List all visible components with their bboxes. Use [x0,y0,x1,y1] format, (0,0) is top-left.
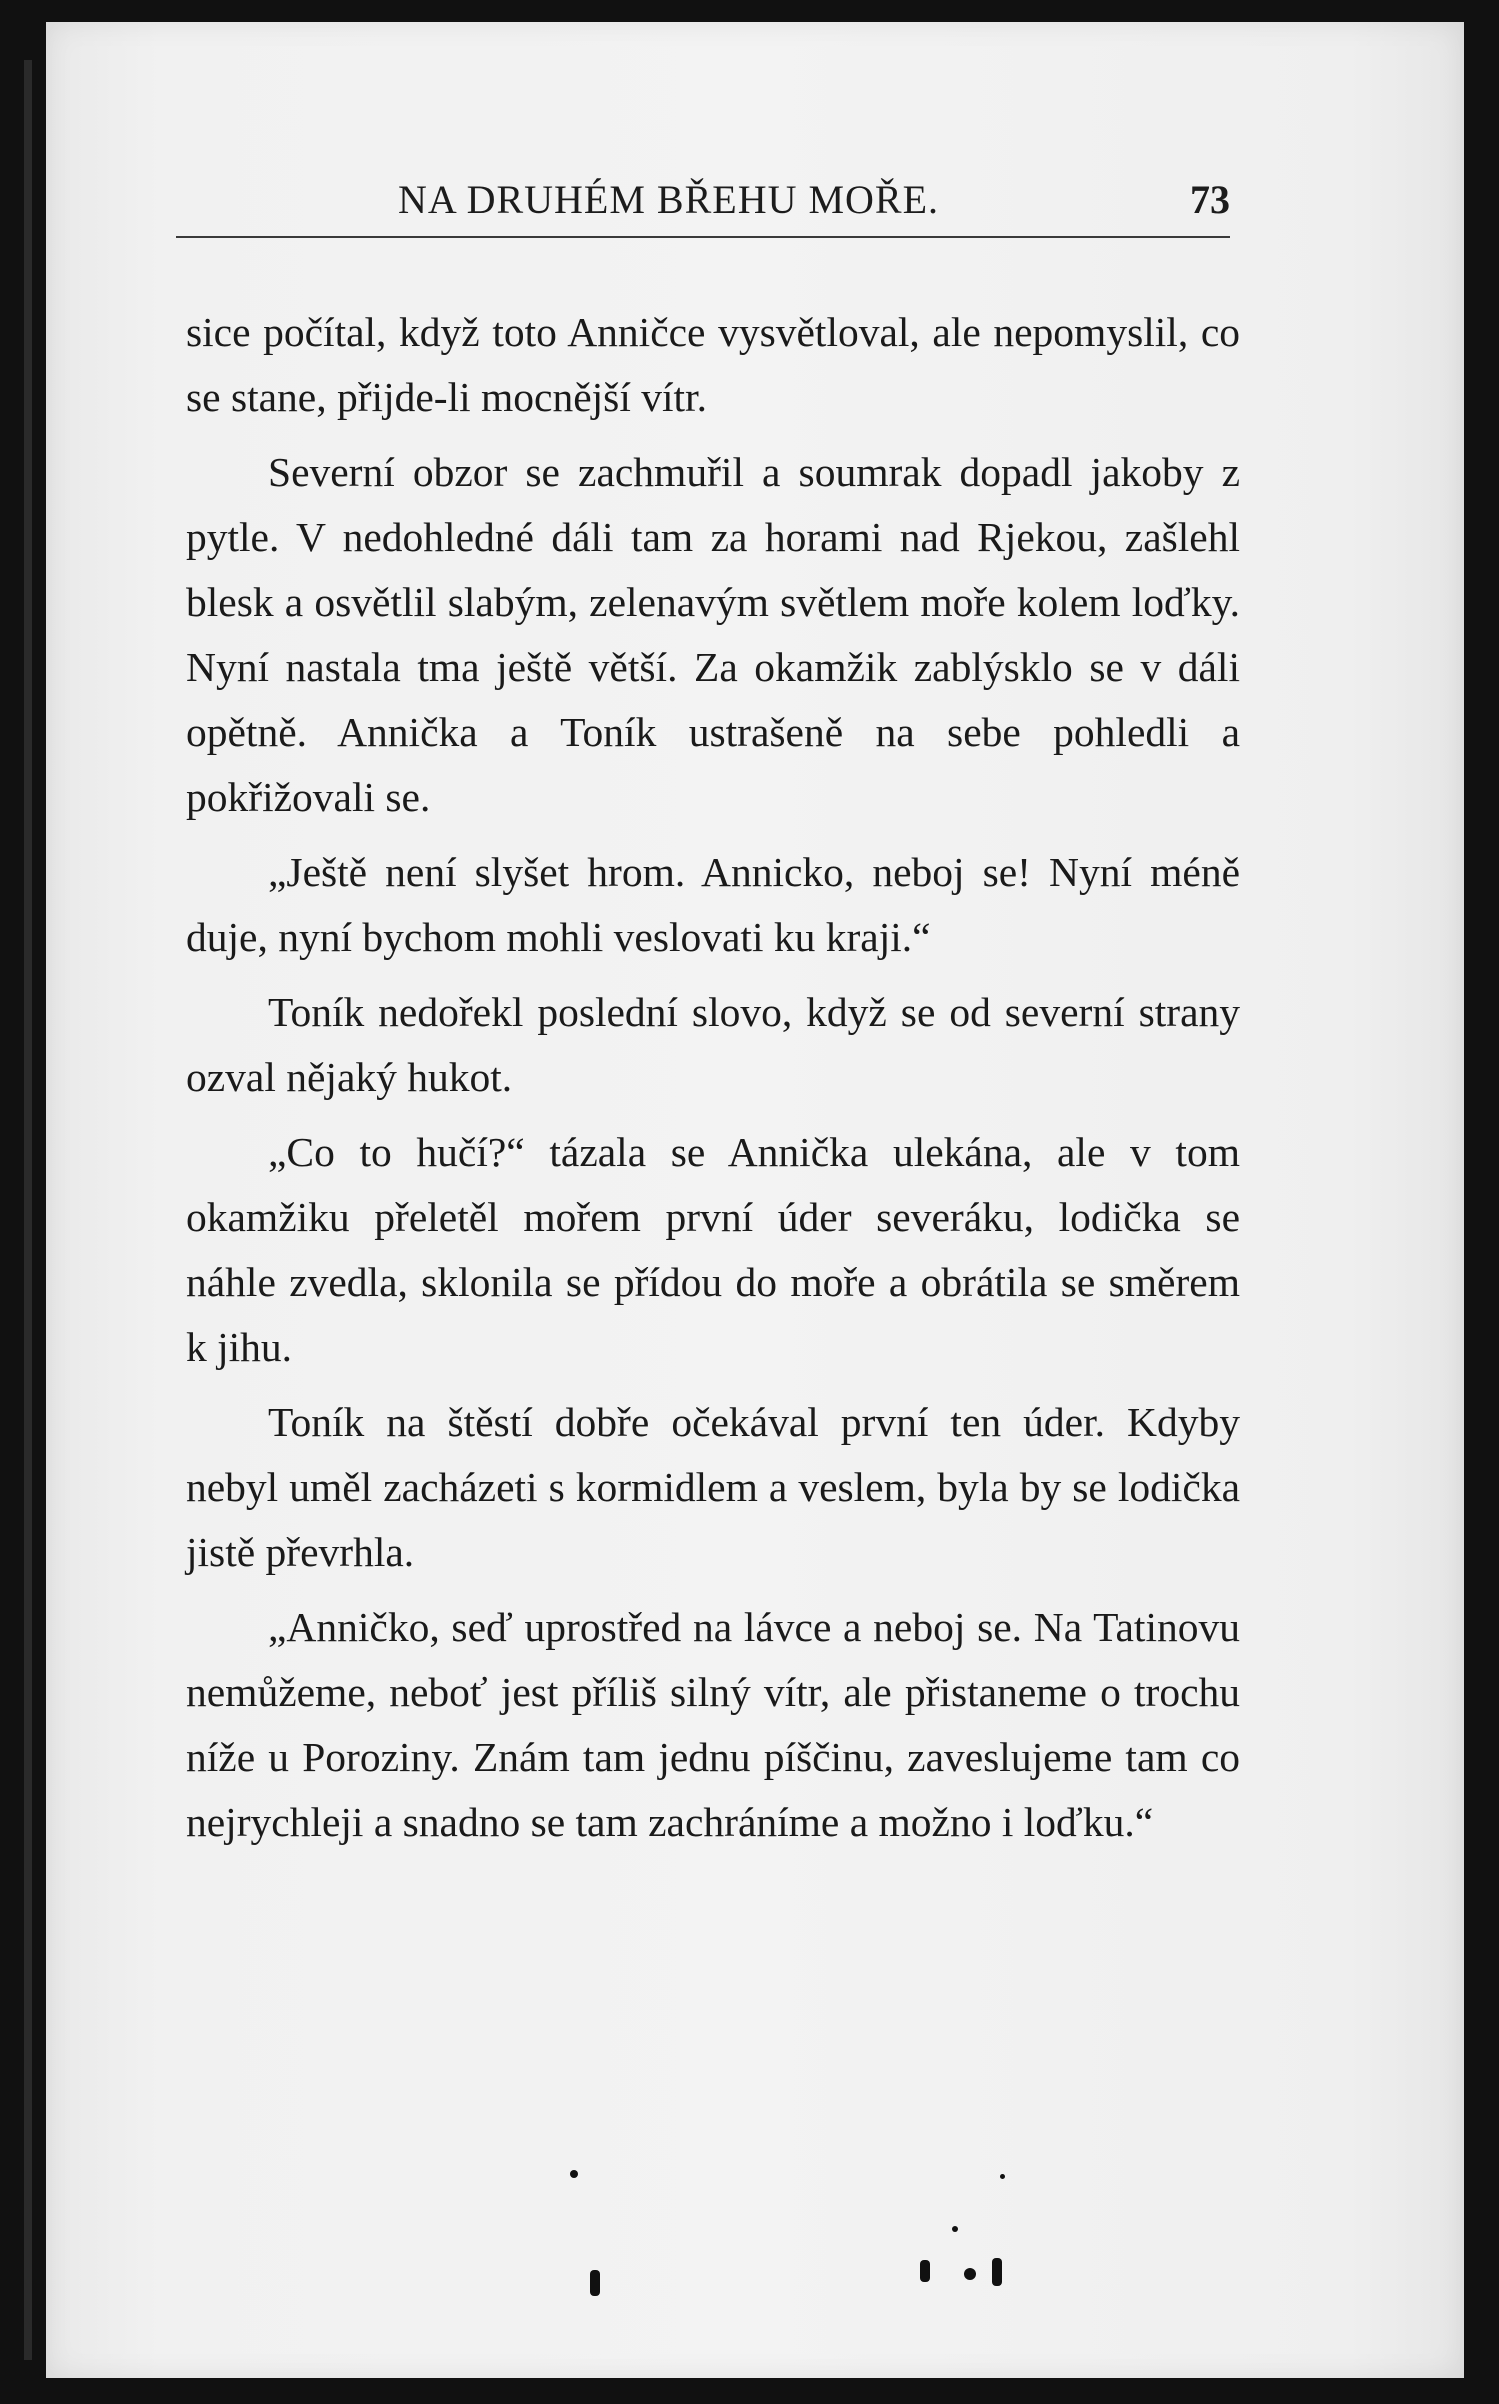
header-rule [176,236,1230,238]
ink-speck [992,2258,1002,2286]
paragraph: sice počítal, když toto Anničce vysvětloval, ale nepomyslil, co se stane, přijde-li mocnější vítr. [186,309,1240,420]
paragraph: Severní obzor se zachmuřil a soumrak dopadl jakoby z pytle. V nedohledné dáli tam za horami nad Rjekou, zašlehl blesk a osvětlil slabým, zelenavým světlem moře kolem loďky. Nyní nastala tma ještě větší. Za okamžik zablýsklo se v dáli opětně. Annička a Toník ustrašeně na sebe pohledli a pokřižovali se. [186,449,1240,820]
ink-speck [952,2226,958,2232]
body-text [186,300,1240,1855]
ink-speck [570,2170,578,2178]
paragraph: „Co to hučí?“ tázala se Annička ulekána, ale v tom okamžiku přeletěl mořem první úder severáku, lodička se náhle zvedla, sklonila se přídou do moře a obrátila se směrem k jihu. [186,1129,1240,1370]
ink-speck [1000,2174,1005,2179]
page-number: 73 [1190,177,1230,222]
page-edge [24,60,32,2360]
ink-speck [920,2260,930,2282]
paragraph: Toník nedořekl poslední slovo, když se od severní strany ozval nějaký hukot. [186,989,1240,1100]
ink-specks [560,2150,1120,2350]
ink-speck [964,2268,976,2280]
ink-speck [590,2270,600,2296]
paragraph: „Anničko, seď uprostřed na lávce a neboj se. Na Tatinovu nemůžeme, neboť jest příliš silný vítr, ale přistaneme o trochu níže u Poroziny. Znám tam jednu píščinu, zaveslujeme tam co nejrychleji a snadno se tam zachráníme a možno i loďku.“ [186,1604,1240,1845]
paragraph: Toník na štěstí dobře očekával první ten úder. Kdyby nebyl uměl zacházeti s kormidlem a veslem, byla by se lodička jistě převrhla. [186,1399,1240,1575]
paragraph: „Ještě není slyšet hrom. Annicko, neboj se! Nyní méně duje, nyní bychom mohli veslovati ku kraji.“ [186,849,1240,960]
page-header [176,168,1230,238]
running-title: NA DRUHÉM BŘEHU MOŘE. [398,177,940,222]
